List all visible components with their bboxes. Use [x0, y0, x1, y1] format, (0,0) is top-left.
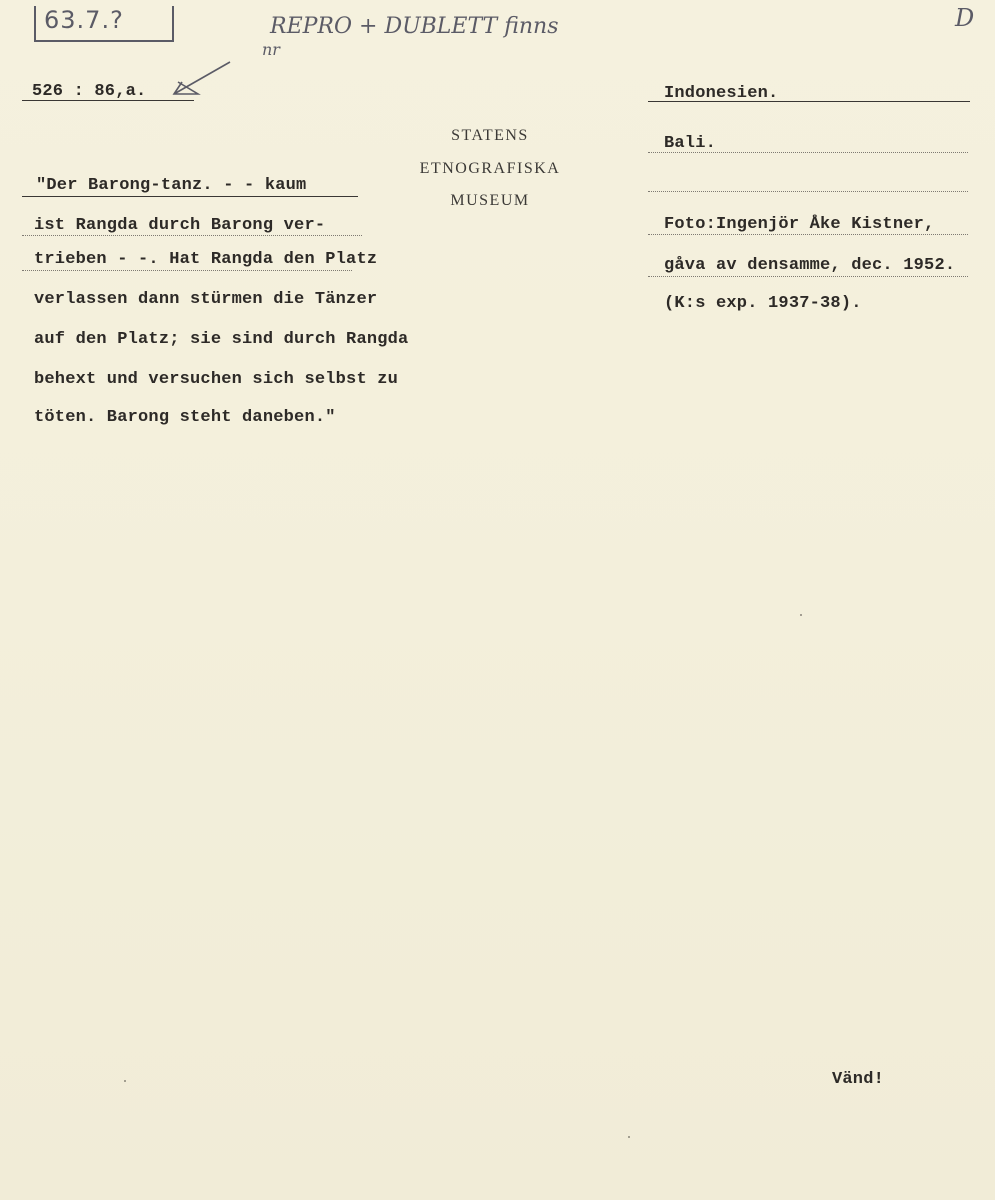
region: Bali. [664, 134, 717, 153]
quote-line-7: töten. Barong steht daneben." [34, 408, 336, 427]
paper-speck [124, 1080, 126, 1082]
info-line-2: gåva av densamme, dec. 1952. [664, 256, 956, 275]
paper-speck [628, 1136, 630, 1138]
handwritten-check-icon [172, 60, 234, 100]
handwritten-number-box [34, 6, 174, 42]
quote-line-1-rule [22, 196, 358, 197]
quote-line-6: behext und versuchen sich selbst zu [34, 370, 399, 389]
quote-line-2: ist Rangda durch Barong ver- [34, 216, 326, 235]
info-line-1-dots [648, 234, 968, 235]
country-rule [648, 101, 970, 102]
quote-line-5: auf den Platz; sie sind durch Rangda [34, 330, 409, 349]
handwritten-note: REPRO + DUBLETT finns [270, 14, 559, 39]
catalog-number: 526 : 86,a. [32, 82, 147, 101]
info-line-3: (K:s exp. 1937-38). [664, 294, 862, 313]
quote-line-3-dots [22, 270, 352, 271]
quote-line-1: "Der Barong-tanz. - - kaum [36, 176, 307, 195]
paper-speck [800, 614, 802, 616]
stamp-line-2: ETNOGRAFISKA [419, 160, 561, 177]
stamp-line-1: STATENS [451, 127, 529, 144]
country: Indonesien. [664, 84, 779, 103]
handwritten-corner-letter: D [955, 4, 975, 32]
info-line-1: Foto:Ingenjör Åke Kistner, [664, 215, 935, 234]
quote-line-2-dots [22, 235, 362, 236]
catalog-number-rule [22, 100, 194, 101]
handwritten-note-nr: nr [262, 40, 280, 59]
region-dots [648, 152, 968, 153]
handwritten-number: 63.7.? [44, 6, 124, 34]
turn-over-note: Vänd! [832, 1070, 885, 1089]
blank-line-dots [648, 191, 968, 192]
quote-line-4: verlassen dann stürmen die Tänzer [34, 290, 378, 309]
quote-line-3: trieben - -. Hat Rangda den Platz [34, 250, 378, 269]
info-line-2-dots [648, 276, 968, 277]
stamp-line-3: MUSEUM [450, 192, 530, 209]
